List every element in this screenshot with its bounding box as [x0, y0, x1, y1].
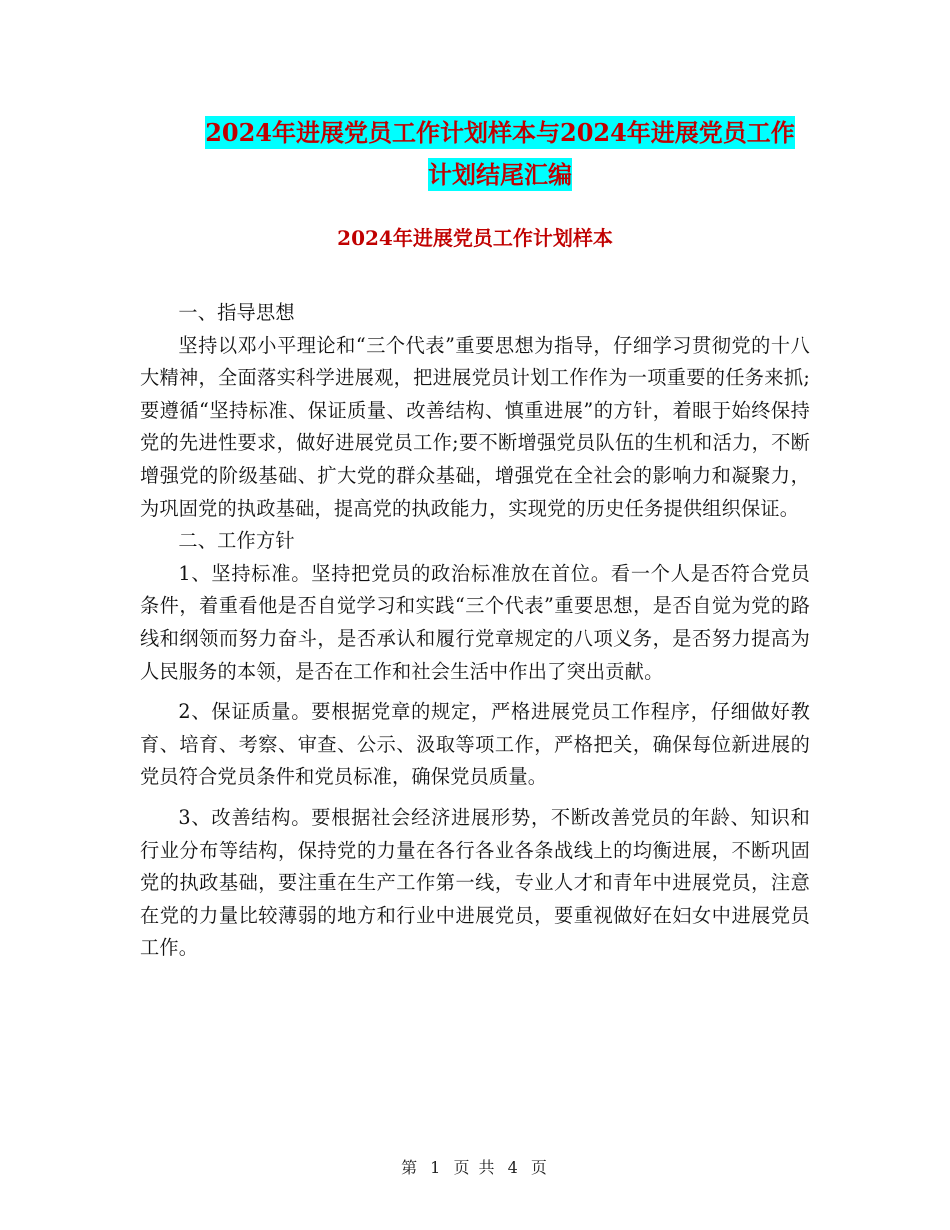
heading-work-policy: 二、工作方针 [178, 529, 295, 553]
main-title-line-1: 2024年进展党员工作计划样本与2024年进展党员工作 [205, 118, 795, 147]
paragraph-adhere-standards: 1、坚持标准。坚持把党员的政治标准放在首位。看一个人是否符合党员条件，着重看他是否自觉学习和实践“三个代表”重要思想，是否自觉为党的路线和纲领而努力奋斗，是否承认和履行党章规定的八项义务，是否努力提高为人民服务的本领，是否在工作和社会生活中作出了突出贡献。 [140, 561, 810, 683]
footer-middle: 页 共 [453, 1158, 497, 1177]
footer-suffix: 页 [530, 1158, 549, 1177]
paragraph-guiding-ideology: 坚持以邓小平理论和“三个代表”重要思想为指导，仔细学习贯彻党的十八大精神，全面落实科学进展观，把进展党员计划工作作为一项重要的任务来抓;要遵循“坚持标准、保证质量、改善结构、慎重进展”的方针，着眼于始终保持党的先进性要求，做好进展党员工作;要不断增强党员队伍的生机和活力，不断增强党的阶级基础、扩大党的群众基础，增强党在全社会的影响力和凝聚力，为巩固党的执政基础，提高党的执政能力，实现党的历史任务提供组织保证。 [140, 333, 810, 520]
main-title-line-2: 计划结尾汇编 [428, 160, 572, 189]
document-body [140, 297, 810, 965]
footer-total-pages: 4 [507, 1158, 520, 1177]
paragraph-ensure-quality: 2、保证质量。要根据党章的规定，严格进展党员工作程序，仔细做好教育、培育、考察、审查、公示、汲取等项工作，严格把关，确保每位新进展的党员符合党员条件和党员标准，确保党员质量。 [140, 700, 810, 789]
section-title: 2024年进展党员工作计划样本 [337, 226, 613, 250]
paragraph-improve-structure: 3、改善结构。要根据社会经济进展形势，不断改善党员的年龄、知识和行业分布等结构，保持党的力量在各行各业各条战线上的均衡进展，不断巩固党的执政基础，要注重在生产工作第一线，专业人才和青年中进展党员，注意在党的力量比较薄弱的地方和行业中进展党员，要重视做好在妇女中进展党员工作。 [140, 805, 810, 960]
footer-current-page: 1 [430, 1158, 443, 1177]
footer-prefix: 第 [401, 1158, 420, 1177]
main-title [140, 112, 860, 196]
page-footer [0, 1155, 950, 1178]
heading-guiding-ideology: 一、指导思想 [178, 301, 295, 324]
